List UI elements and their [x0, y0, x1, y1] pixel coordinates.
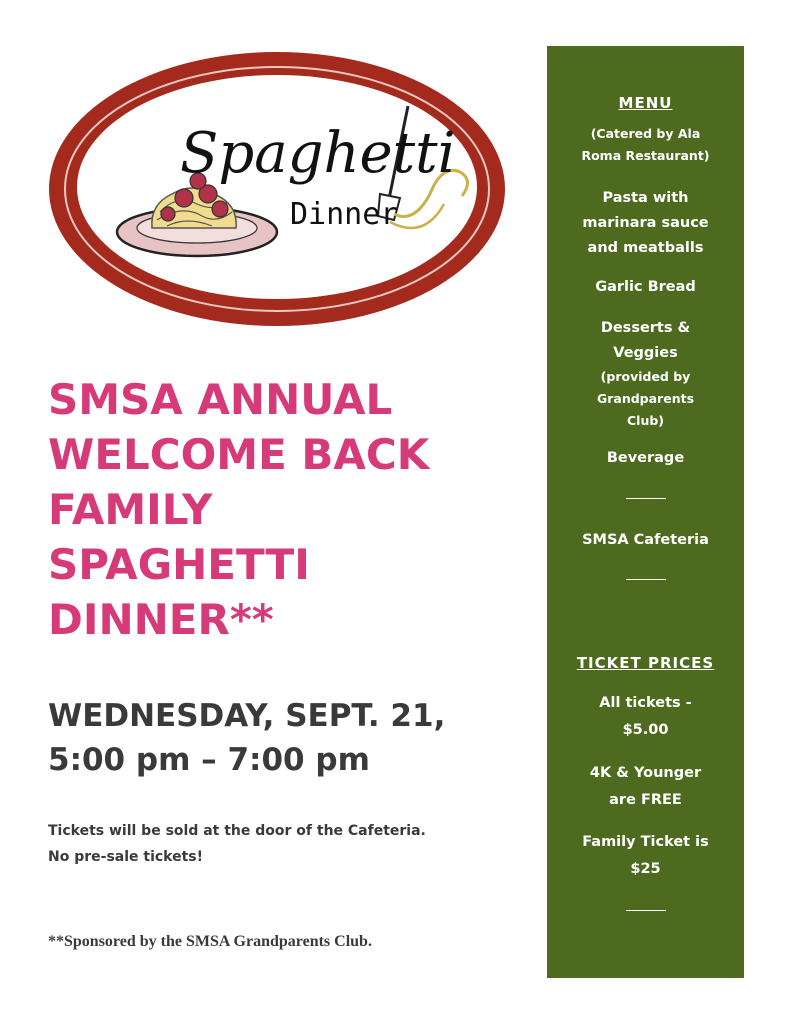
- price-line: 4K & Younger: [589, 765, 702, 781]
- event-time: 5:00 pm – 7:00 pm: [48, 742, 370, 778]
- logo-subtitle: Dinner: [290, 197, 399, 232]
- price-all-tickets: [557, 690, 734, 744]
- tickets-note-line: No pre-sale tickets!: [48, 849, 204, 865]
- event-date: WEDNESDAY, SEPT. 21,: [48, 698, 446, 734]
- menu-item-line: and meatballs: [587, 240, 704, 256]
- ticket-prices-heading: TICKET PRICES: [576, 654, 715, 672]
- menu-sidebar: [547, 46, 744, 978]
- provided-line: Grandparents: [596, 391, 695, 406]
- tickets-note: [48, 818, 538, 870]
- price-line: Family Ticket is: [582, 834, 709, 850]
- price-line: $25: [630, 861, 661, 877]
- caterer-note: [557, 123, 734, 167]
- provided-line: (provided by: [600, 369, 691, 384]
- price-line: $5.00: [622, 722, 669, 738]
- divider: [626, 498, 666, 499]
- headline-line: WELCOME BACK: [48, 430, 430, 479]
- headline-line: SMSA ANNUAL: [48, 375, 393, 424]
- menu-item-garlic-bread: Garlic Bread: [595, 279, 696, 295]
- menu-item-line: Veggies: [613, 345, 678, 361]
- event-headline: [48, 372, 528, 647]
- menu-heading: MENU: [618, 94, 673, 112]
- menu-item-beverage: Beverage: [606, 450, 685, 466]
- menu-item-line: Desserts &: [600, 320, 691, 336]
- tickets-note-line: Tickets will be sold at the door of the Cafeteria.: [48, 823, 426, 839]
- event-datetime: [48, 694, 528, 782]
- divider: [626, 579, 666, 580]
- caterer-line: Roma Restaurant): [581, 148, 710, 163]
- price-line: are FREE: [609, 792, 682, 808]
- event-location: SMSA Cafeteria: [582, 532, 709, 548]
- menu-item-desserts: [557, 316, 734, 366]
- spaghetti-dinner-logo: [42, 44, 512, 334]
- headline-line: DINNER**: [48, 595, 274, 644]
- menu-item-pasta: [557, 186, 734, 261]
- price-line: All tickets -: [599, 695, 692, 711]
- menu-item-line: Pasta with: [602, 190, 689, 206]
- price-4k-younger: [557, 760, 734, 814]
- caterer-line: (Catered by Ala: [590, 126, 701, 141]
- provided-line: Club): [626, 413, 665, 428]
- desserts-provided-note: [557, 366, 734, 432]
- price-family: [557, 829, 734, 883]
- divider: [626, 910, 666, 911]
- menu-item-line: marinara sauce: [582, 215, 709, 231]
- headline-line: FAMILY: [48, 485, 213, 534]
- sponsor-note: **Sponsored by the SMSA Grandparents Club.: [48, 933, 372, 950]
- logo-title: Spaghetti: [180, 121, 456, 186]
- headline-line: SPAGHETTI: [48, 540, 310, 589]
- spaghetti-plate-icon: [42, 44, 512, 334]
